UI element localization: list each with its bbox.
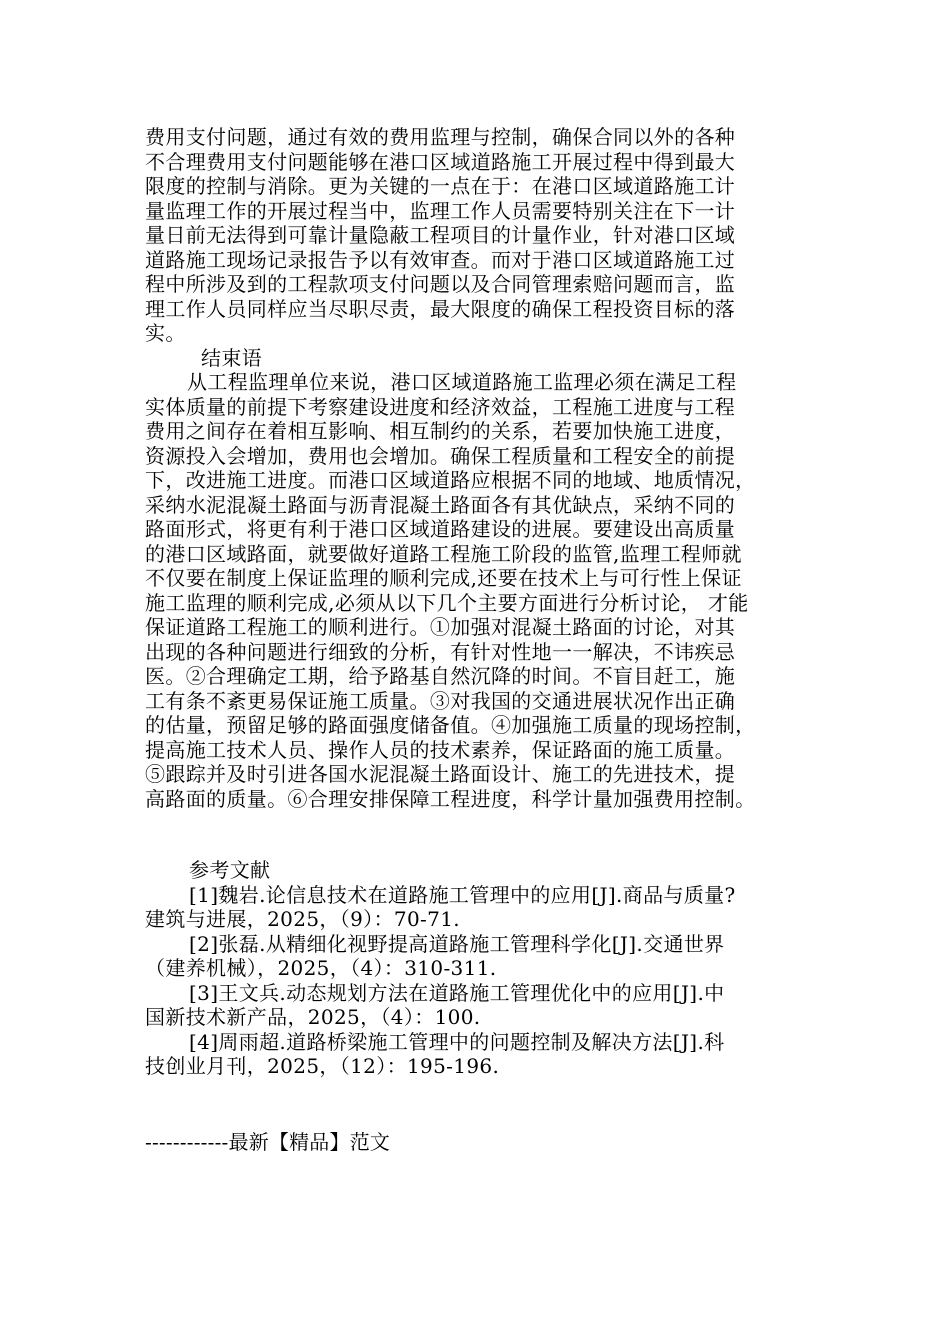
text-line: 从工程监理单位来说，港口区域道路施工监理必须在满足工程 [187, 370, 737, 394]
text-line: 实。 [145, 321, 186, 345]
reference-item [145, 981, 809, 1030]
references-list [145, 883, 809, 1079]
text-line: 不合理费用支付问题能够在港口区域道路施工开展过程中得到最大 [145, 149, 736, 174]
text-line: 采纳水泥混凝土路面与沥青混凝土路面各有其优缺点，采纳不同的 [145, 492, 736, 517]
reference-item [145, 1030, 809, 1079]
text-line: 量监理工作的开展过程当中，监理工作人员需要特别关注在下一计 [145, 198, 736, 223]
reference-line: [3]王文兵.动态规划方法在道路施工管理优化中的应用[J].中 [189, 980, 725, 1005]
reference-line: （建养机械），2025，（4）：310-311. [145, 956, 497, 980]
text-line: 施工监理的顺利完成,必须从以下几个主要方面进行分析讨论， 才能 [145, 590, 749, 615]
conclusion-heading: 结束语 [201, 345, 263, 370]
text-line: 资源投入会增加，费用也会增加。确保工程质量和工程安全的前提 [145, 443, 736, 468]
text-line: 不仅要在制度上保证监理的顺利完成,还要在技术上与可行性上保证 [145, 566, 742, 590]
text-line: 道路施工现场记录报告予以有效审查。而对于港口区域道路施工过 [145, 247, 736, 272]
document-body [145, 125, 809, 1154]
text-line: 程中所涉及到的工程款项支付问题以及合同管理索赔问题而言，监 [145, 272, 736, 296]
text-line: 实体质量的前提下考察建设进度和经济效益，工程施工进度与工程 [145, 394, 736, 419]
text-line: 高路面的质量。⑥合理安排保障工程进度，科学计量加强费用控制。 [145, 786, 756, 811]
reference-line: [2]张磊.从精细化视野提高道路施工管理科学化[J].交通世界 [189, 931, 725, 956]
paragraph-payment-supervision [145, 125, 809, 346]
text-line: 量日前无法得到可靠计量隐蔽工程项目的计量作业，针对港口区域 [145, 223, 736, 247]
footer-text: ------------最新【精品】范文 [145, 1129, 391, 1154]
reference-line: 建筑与进展，2025，（9）：70-71. [145, 907, 460, 931]
references-heading: 参考文献 [189, 858, 271, 882]
text-line: 医。②合理确定工期，给予路基自然沉降的时间。不盲目赶工，施 [145, 664, 736, 688]
text-line: 出现的各种问题进行细致的分析，有针对性地一一解决，不讳疾忌 [145, 639, 736, 664]
reference-line: [1]魏岩.论信息技术在道路施工管理中的应用[J].商品与质量? [189, 882, 736, 907]
text-line: 费用之间存在着相互影响、相互制约的关系，若要加快施工进度， [145, 419, 736, 443]
text-line: 费用支付问题，通过有效的费用监理与控制，确保合同以外的各种 [145, 125, 736, 149]
reference-line: 技创业月刊，2025，（12）：195-196. [145, 1054, 500, 1078]
reference-line: [4]周雨超.道路桥梁施工管理中的问题控制及解决方法[J].科 [189, 1029, 725, 1054]
text-line: 理工作人员同样应当尽职尽责，最大限度的确保工程投资目标的落 [145, 296, 736, 321]
reference-line: 国新技术新产品，2025，（4）：100. [145, 1005, 481, 1029]
text-line: 提高施工技术人员、操作人员的技术素养，保证路面的施工质量。 [145, 737, 736, 762]
text-line: 保证道路工程施工的顺利进行。①加强对混凝土路面的讨论，对其 [145, 615, 736, 639]
reference-item [145, 932, 809, 981]
text-line: 下，改进施工进度。而港口区域道路应根据不同的地域、地质情况， [145, 468, 756, 492]
paragraph-conclusion [145, 370, 809, 811]
text-line: ⑤跟踪并及时引进各国水泥混凝土路面设计、施工的先进技术，提 [145, 762, 736, 786]
text-line: 的港口区域路面，就要做好道路工程施工阶段的监管,监理工程师就 [145, 541, 742, 566]
text-line: 工有条不紊更易保证施工质量。③对我国的交通进展状况作出正确 [145, 688, 736, 713]
text-line: 路面形式，将更有利于港口区域道路建设的进展。要建设出高质量 [145, 517, 736, 541]
text-line: 的估量，预留足够的路面强度储备值。④加强施工质量的现场控制， [145, 713, 756, 737]
reference-item [145, 883, 809, 932]
text-line: 限度的控制与消除。更为关键的一点在于：在港口区域道路施工计 [145, 174, 736, 198]
